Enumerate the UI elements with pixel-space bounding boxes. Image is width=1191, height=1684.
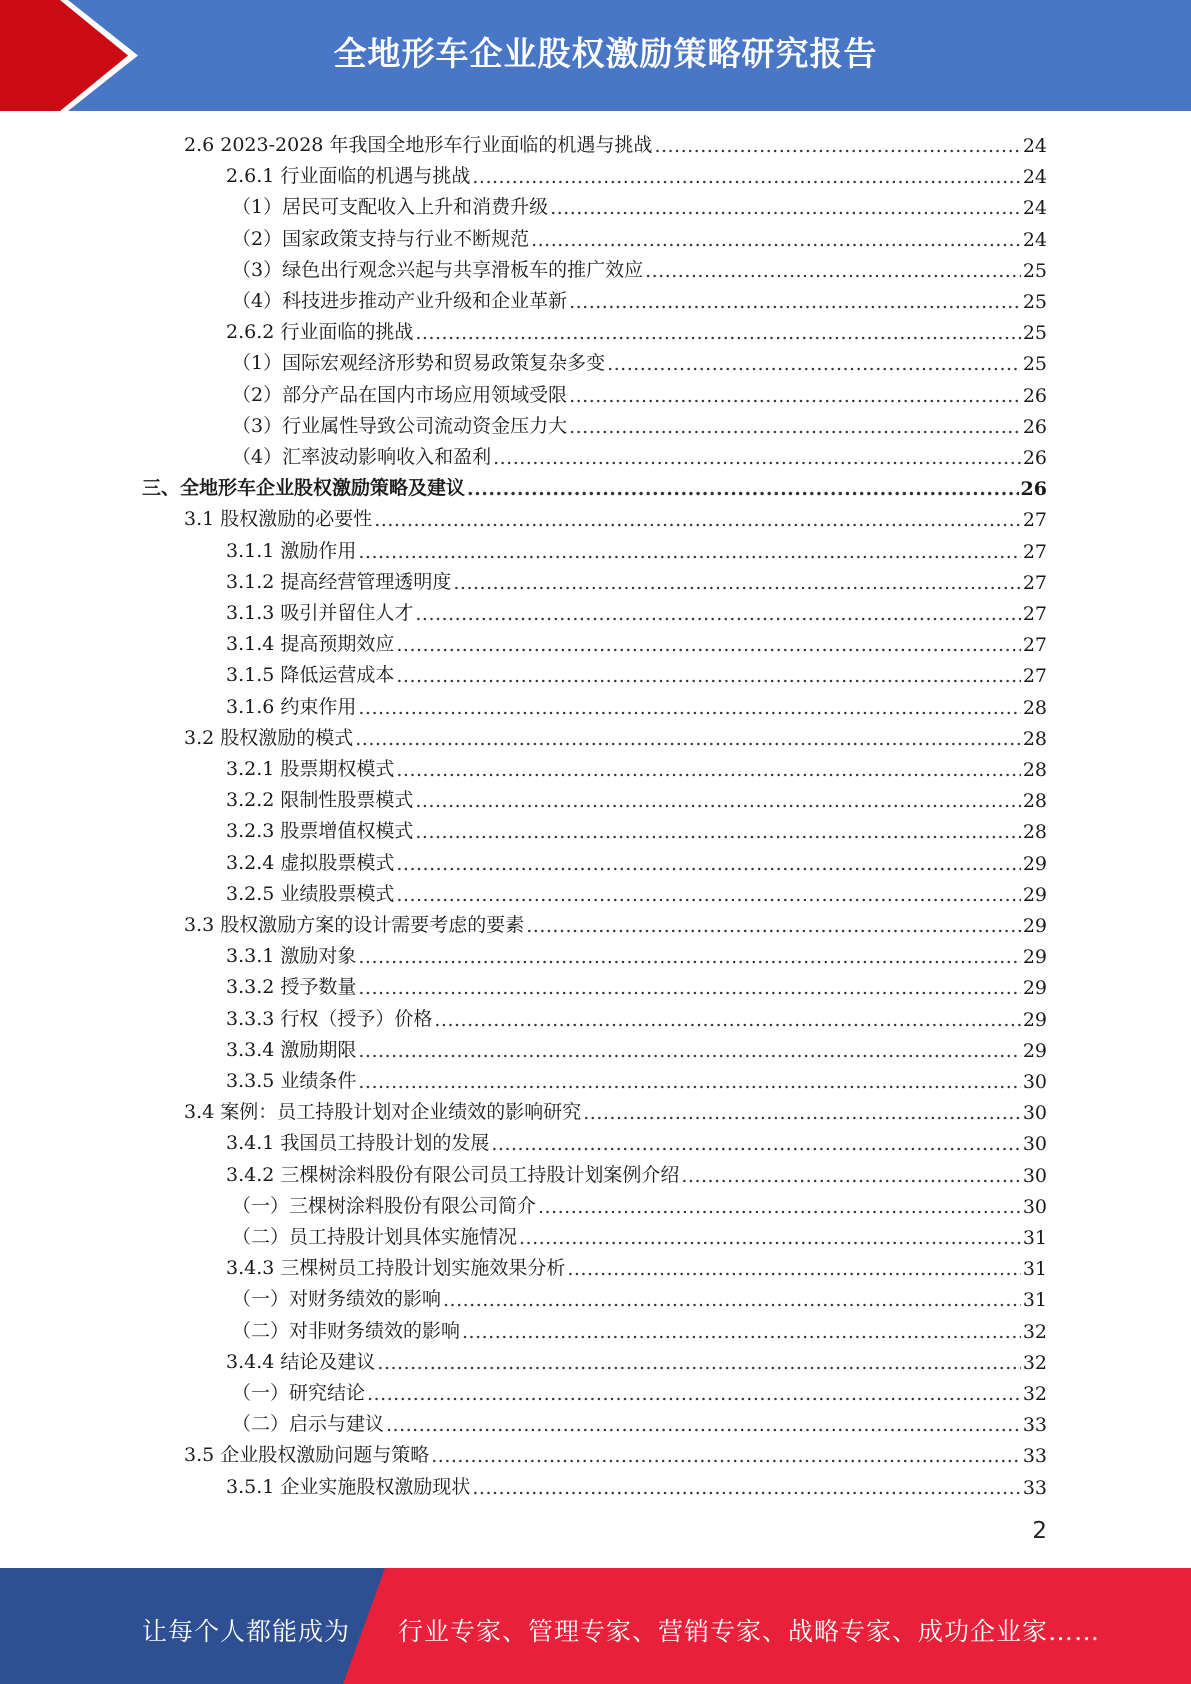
toc-entry-page: 30: [1022, 1195, 1047, 1218]
toc-entry-page: 28: [1022, 727, 1047, 750]
toc-entry-label: 3.4.3 三棵树员工持股计划实施效果分析: [226, 1257, 566, 1280]
toc-entry-page: 27: [1022, 571, 1047, 594]
toc-entry[interactable]: [232, 344, 1047, 375]
toc-leader-dots: [396, 853, 1020, 875]
toc-leader-dots: [519, 1227, 1021, 1249]
toc-leader-dots: [526, 915, 1021, 937]
toc-entry-page: 29: [1022, 1039, 1047, 1062]
toc-entry[interactable]: [226, 1343, 1047, 1374]
toc-leader-dots: [374, 509, 1021, 531]
toc-entry-page: 31: [1022, 1258, 1047, 1281]
toc-entry-page: 28: [1022, 696, 1047, 719]
toc-leader-dots: [569, 416, 1021, 438]
toc-entry-page: 24: [1022, 166, 1047, 189]
toc-entry-page: 27: [1022, 603, 1047, 625]
toc-entry-label: （二）员工持股计划具体实施情况: [232, 1226, 518, 1248]
toc-leader-dots: [396, 884, 1020, 906]
toc-entry-label: （二）启示与建议: [232, 1413, 385, 1436]
toc-entry[interactable]: [226, 1468, 1047, 1499]
toc-entry[interactable]: [232, 1187, 1047, 1218]
toc-entry-page: 31: [1022, 1289, 1047, 1312]
toc-entry-label: （3）绿色出行观念兴起与共享滑板车的推广效应: [232, 258, 644, 281]
toc-entry[interactable]: [226, 844, 1047, 875]
toc-entry[interactable]: [226, 157, 1047, 188]
toc-leader-dots: [569, 385, 1021, 407]
toc-entry-label: 3.1.3 吸引并留住人才: [226, 602, 414, 624]
toc-entry[interactable]: [226, 688, 1047, 719]
toc-entry-page: 29: [1022, 915, 1047, 937]
toc-entry-page: 30: [1022, 1102, 1047, 1125]
toc-entry-label: 2.6.1 行业面临的机遇与挑战: [226, 165, 471, 188]
footer-slogan-left: 让每个人都能成为: [142, 1617, 351, 1646]
toc-leader-dots: [396, 759, 1020, 781]
toc-entry-label: 三、全地形车企业股权激励策略及建议: [142, 477, 466, 500]
toc-entry[interactable]: [226, 532, 1047, 563]
toc-entry-label: 3.1.6 约束作用: [226, 695, 357, 718]
toc-entry-page: 33: [1022, 1414, 1047, 1437]
toc-entry[interactable]: [232, 376, 1047, 407]
toc-entry-page: 26: [1022, 384, 1047, 407]
toc-entry-page: 27: [1022, 665, 1047, 688]
toc-entry-label: 3.2 股权激励的模式: [184, 726, 354, 749]
toc-entry-page: 29: [1022, 977, 1047, 1000]
toc-entry-page: 31: [1022, 1227, 1047, 1249]
toc-entry-label: （4）科技进步推动产业升级和企业革新: [232, 290, 568, 312]
toc-entry[interactable]: [232, 220, 1047, 251]
toc-entry[interactable]: [232, 1405, 1047, 1436]
toc-entry-page: 27: [1022, 634, 1047, 657]
toc-entry[interactable]: [226, 656, 1047, 687]
toc-entry[interactable]: [226, 313, 1047, 344]
toc-entry[interactable]: [232, 251, 1047, 282]
page-number: 2: [1032, 1518, 1047, 1544]
toc-entry-label: 3.1 股权激励的必要性: [184, 508, 373, 531]
toc-leader-dots: [531, 229, 1021, 251]
toc-entry[interactable]: [184, 906, 1047, 937]
toc-entry-page: 29: [1022, 883, 1047, 906]
toc-entry[interactable]: [226, 781, 1047, 812]
toc-leader-dots: [358, 1071, 1020, 1093]
page-footer: [0, 1568, 1191, 1684]
toc-entry-label: （1）国际宏观经济形势和贸易政策复杂多变: [232, 352, 606, 375]
toc-entry-label: 3.2.4 虚拟股票模式: [226, 851, 395, 874]
toc-entry[interactable]: [232, 407, 1047, 438]
toc-leader-dots: [607, 353, 1021, 375]
toc-entry-page: 30: [1022, 1164, 1047, 1187]
toc-entry-page: 26: [1020, 478, 1047, 501]
toc-entry-page: 26: [1022, 447, 1047, 469]
toc-entry-page: 32: [1022, 1383, 1047, 1405]
toc-entry-label: （2）国家政策支持与行业不断规范: [232, 227, 530, 250]
toc-entry[interactable]: [184, 719, 1047, 750]
toc-entry-label: （3）行业属性导致公司流动资金压力大: [232, 414, 568, 437]
toc-leader-dots: [355, 728, 1021, 750]
toc-leader-dots: [415, 821, 1020, 843]
toc-leader-dots: [681, 1165, 1020, 1187]
toc-entry-label: 3.5.1 企业实施股权激励现状: [226, 1475, 471, 1498]
toc-leader-dots: [645, 260, 1021, 282]
toc-leader-dots: [550, 197, 1021, 219]
toc-entry-label: 2.6.2 行业面临的挑战: [226, 321, 414, 344]
toc-leader-dots: [538, 1196, 1021, 1218]
toc-leader-dots: [415, 790, 1020, 812]
toc-entry-page: 28: [1022, 821, 1047, 844]
toc-entry-label: 3.2.5 业绩股票模式: [226, 882, 395, 905]
toc-entry-page: 26: [1022, 415, 1047, 438]
toc-entry[interactable]: [226, 968, 1047, 999]
toc-entry[interactable]: [232, 438, 1047, 469]
toc-leader-dots: [472, 1477, 1020, 1499]
toc-entry-label: 3.3.2 授予数量: [226, 976, 357, 999]
toc-entry-label: 3.4.4 结论及建议: [226, 1350, 376, 1373]
toc-entry[interactable]: [226, 563, 1047, 594]
toc-leader-dots: [434, 1009, 1020, 1031]
toc-leader-dots: [453, 572, 1020, 594]
toc-entry-label: （一）对财务绩效的影响: [232, 1288, 442, 1311]
toc-entry[interactable]: [226, 875, 1047, 906]
toc-entry[interactable]: [142, 469, 1047, 500]
toc-entry-page: 27: [1022, 540, 1047, 563]
toc-entry-label: 3.3.4 激励期限: [226, 1038, 357, 1061]
toc-entry[interactable]: [226, 1249, 1047, 1280]
toc-entry-page: 24: [1022, 228, 1047, 251]
toc-entry[interactable]: [226, 625, 1047, 656]
toc-entry[interactable]: [226, 937, 1047, 968]
toc-entry-page: 25: [1022, 259, 1047, 282]
toc-entry-label: （一）研究结论: [232, 1382, 366, 1404]
toc-leader-dots: [467, 478, 1019, 500]
toc-entry-label: 3.1.4 提高预期效应: [226, 633, 395, 656]
toc-entry-label: （一）三棵树涂料股份有限公司简介: [232, 1194, 537, 1217]
toc-entry-page: 33: [1022, 1445, 1047, 1468]
toc-entry[interactable]: [226, 1031, 1047, 1062]
toc-entry-label: （二）对非财务绩效的影响: [232, 1319, 461, 1342]
toc-entry-page: 24: [1022, 135, 1047, 157]
toc-entry-label: 3.4 案例：员工持股计划对企业绩效的影响研究: [184, 1101, 582, 1124]
toc-entry-label: 3.3 股权激励方案的设计需要考虑的要素: [184, 914, 525, 936]
toc-leader-dots: [472, 166, 1020, 188]
toc-entry-label: 3.4.1 我国员工持股计划的发展: [226, 1132, 490, 1155]
toc-leader-dots: [386, 1414, 1021, 1436]
toc-entry-page: 25: [1022, 291, 1047, 313]
toc-leader-dots: [493, 447, 1021, 469]
toc-entry-label: 3.2.1 股票期权模式: [226, 758, 395, 780]
toc-entry-label: （4）汇率波动影响收入和盈利: [232, 446, 492, 468]
toc-leader-dots: [358, 977, 1020, 999]
toc-entry[interactable]: [226, 1156, 1047, 1187]
toc-leader-dots: [443, 1289, 1021, 1311]
toc-entry-page: 29: [1022, 852, 1047, 875]
toc-entry-label: 2.6 2023-2028 年我国全地形车行业面临的机遇与挑战: [184, 134, 653, 156]
page-header: [0, 0, 1191, 111]
toc-leader-dots: [396, 665, 1020, 687]
toc-entry[interactable]: [226, 1062, 1047, 1093]
toc-entry[interactable]: [232, 1374, 1047, 1405]
toc-entry-label: 3.2.3 股票增值权模式: [226, 820, 414, 843]
toc-leader-dots: [654, 135, 1020, 157]
toc-entry-page: 30: [1022, 1071, 1047, 1093]
toc-leader-dots: [367, 1383, 1021, 1405]
toc-entry-page: 29: [1022, 1008, 1047, 1031]
toc-entry[interactable]: [226, 1000, 1047, 1031]
toc-entry-label: 3.1.1 激励作用: [226, 539, 357, 562]
toc-entry-page: 25: [1022, 353, 1047, 376]
toc-entry-page: 29: [1022, 946, 1047, 969]
toc-leader-dots: [358, 946, 1020, 968]
toc-entry[interactable]: [184, 1093, 1047, 1124]
toc-leader-dots: [462, 1321, 1021, 1343]
toc-entry-label: 3.4.2 三棵树涂料股份有限公司员工持股计划案例介绍: [226, 1163, 680, 1186]
toc-entry[interactable]: [226, 812, 1047, 843]
toc-entry-page: 25: [1022, 322, 1047, 345]
toc-entry-label: （2）部分产品在国内市场应用领域受限: [232, 383, 568, 406]
toc-entry-page: 30: [1022, 1133, 1047, 1156]
toc-leader-dots: [583, 1102, 1021, 1124]
toc-leader-dots: [431, 1445, 1021, 1467]
toc-entry[interactable]: [232, 1312, 1047, 1343]
toc-leader-dots: [358, 541, 1020, 563]
footer-slogan-right: 行业专家、管理专家、营销专家、战略专家、成功企业家……: [398, 1617, 1101, 1646]
toc-entry-label: 3.2.2 限制性股票模式: [226, 789, 414, 812]
toc-entry[interactable]: [232, 1218, 1047, 1249]
toc-entry[interactable]: [226, 594, 1047, 625]
toc-entry-page: 28: [1022, 759, 1047, 781]
toc-entry[interactable]: [184, 126, 1047, 157]
toc-entry-page: 33: [1022, 1476, 1047, 1499]
toc-entry-label: 3.1.5 降低运营成本: [226, 664, 395, 687]
toc-leader-dots: [358, 697, 1020, 719]
toc-entry[interactable]: [232, 1280, 1047, 1311]
toc-entry[interactable]: [226, 1124, 1047, 1155]
toc-leader-dots: [415, 322, 1020, 344]
toc-entry[interactable]: [232, 188, 1047, 219]
toc-leader-dots: [377, 1352, 1020, 1374]
toc-leader-dots: [491, 1133, 1020, 1155]
toc-entry-label: 3.3.3 行权（授予）价格: [226, 1007, 433, 1030]
toc-leader-dots: [415, 603, 1020, 625]
toc-leader-dots: [567, 1258, 1020, 1280]
toc-entry[interactable]: [184, 500, 1047, 531]
toc-leader-dots: [396, 634, 1020, 656]
toc-entry-page: 32: [1022, 1320, 1047, 1343]
toc-entry-label: 3.5 企业股权激励问题与策略: [184, 1444, 430, 1467]
toc-entry[interactable]: [184, 1436, 1047, 1467]
toc-entry[interactable]: [226, 750, 1047, 781]
toc-entry-page: 24: [1022, 197, 1047, 220]
toc-entry[interactable]: [232, 282, 1047, 313]
toc-entry-label: 3.3.5 业绩条件: [226, 1070, 357, 1092]
toc-entry-label: （1）居民可支配收入上升和消费升级: [232, 196, 549, 219]
toc-leader-dots: [358, 1040, 1020, 1062]
toc-leader-dots: [569, 291, 1021, 313]
toc-entry-label: 3.3.1 激励对象: [226, 945, 357, 968]
toc-entry-page: 27: [1022, 509, 1047, 532]
toc-entry-page: 28: [1022, 790, 1047, 813]
toc-entry-label: 3.1.2 提高经营管理透明度: [226, 570, 452, 593]
report-title: 全地形车企业股权激励策略研究报告: [333, 34, 878, 73]
toc-entry-page: 32: [1022, 1351, 1047, 1374]
